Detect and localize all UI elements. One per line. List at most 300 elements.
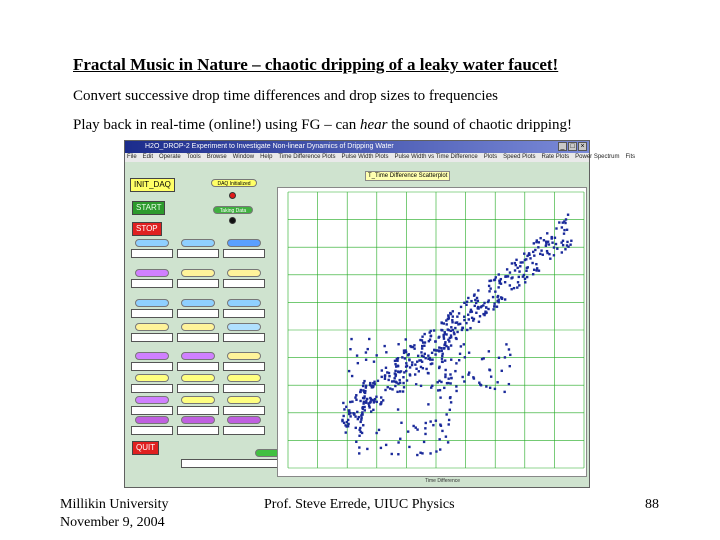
scatter-point [450, 401, 452, 403]
menu-item-2[interactable]: Operate [159, 154, 181, 160]
param-label-r1c2 [227, 269, 261, 277]
scatter-point [394, 370, 396, 372]
scatter-point [454, 327, 456, 329]
scatter-point [517, 281, 519, 283]
scatter-point [467, 297, 469, 299]
scatter-point [399, 438, 401, 440]
scatter-point [477, 300, 479, 302]
param-field-r7c0[interactable] [131, 426, 173, 435]
scatter-point [450, 377, 452, 379]
scatter-point [405, 370, 407, 372]
scatter-point [492, 296, 494, 298]
scatter-point [387, 386, 389, 388]
taking-data-led [229, 217, 236, 224]
scatter-point [349, 412, 351, 414]
scatter-point [366, 398, 368, 400]
scatter-point [361, 411, 363, 413]
scatter-point [469, 311, 471, 313]
scatter-point [393, 377, 395, 379]
scatter-point [458, 312, 460, 314]
scatter-point [444, 331, 446, 333]
scatter-point [558, 221, 560, 223]
scatter-point [420, 359, 422, 361]
scatter-point [511, 276, 513, 278]
scatter-point [428, 340, 430, 342]
scatter-point [538, 269, 540, 271]
scatter-point [429, 420, 431, 422]
scatter-point [424, 357, 426, 359]
scatter-point [415, 383, 417, 385]
scatter-point [443, 347, 445, 349]
scatter-point [349, 401, 351, 403]
scatter-point [549, 257, 551, 259]
scatter-point [459, 323, 461, 325]
menu-item-5[interactable]: Window [232, 154, 255, 160]
param-label-r6c1 [181, 396, 215, 404]
scatter-point [487, 308, 489, 310]
menu-item-13[interactable]: Power Spectrum [575, 154, 620, 160]
scatter-point [452, 315, 454, 317]
scatter-point [460, 306, 462, 308]
scatter-point [447, 339, 449, 341]
scatter-point [407, 430, 409, 432]
param-label-r3c2 [227, 323, 261, 331]
scatter-point [360, 417, 362, 419]
menu-item-3[interactable]: Tools [186, 154, 201, 160]
menu-item-0[interactable]: File [127, 154, 137, 160]
scatter-point [545, 245, 547, 247]
scatter-point [448, 423, 450, 425]
scatter-point [509, 271, 511, 273]
scatter-point [394, 385, 396, 387]
scatter-point [482, 357, 484, 359]
scatter-point [523, 274, 525, 276]
scatter-point [343, 408, 345, 410]
param-field-r5c1[interactable] [177, 384, 219, 393]
scatter-point [436, 349, 438, 351]
scatter-point [422, 341, 424, 343]
close-icon[interactable]: × [578, 142, 587, 151]
scatter-point [465, 304, 467, 306]
scatter-point [451, 321, 453, 323]
scatter-point [504, 281, 506, 283]
scatter-point [404, 357, 406, 359]
scatter-point [402, 382, 404, 384]
scatter-point [459, 353, 461, 355]
scatter-point [406, 379, 408, 381]
scatter-point [455, 385, 457, 387]
scatter-point [397, 343, 399, 345]
param-field-r6c0[interactable] [131, 406, 173, 415]
scatter-point [515, 259, 517, 261]
menu-item-7[interactable]: Time Difference Plots [278, 154, 336, 160]
scatter-point [555, 243, 557, 245]
scatter-point [361, 407, 363, 409]
scatter-point [441, 350, 443, 352]
menu-item-10[interactable]: Plots [483, 154, 498, 160]
param-field-r3c0[interactable] [131, 333, 173, 342]
scatter-point [478, 321, 480, 323]
scatter-point [496, 381, 498, 383]
scatter-point [455, 390, 457, 392]
scatter-point [449, 409, 451, 411]
scatter-point [504, 298, 506, 300]
scatter-point [394, 363, 396, 365]
scatter-point [494, 388, 496, 390]
param-label-r6c2 [227, 396, 261, 404]
scatter-point [355, 441, 357, 443]
param-label-r3c0 [135, 323, 169, 331]
scatter-point [423, 441, 425, 443]
scatter-point [534, 249, 536, 251]
scatter-point [362, 389, 364, 391]
scatter-point [488, 299, 490, 301]
scatter-point [397, 365, 399, 367]
scatter-point [526, 276, 528, 278]
scatter-point [444, 369, 446, 371]
scatter-point [567, 214, 569, 216]
scatter-point [476, 297, 478, 299]
param-label-r0c2 [227, 239, 261, 247]
scatter-point [480, 306, 482, 308]
param-field-r2c2[interactable] [223, 309, 265, 318]
scatter-point [412, 425, 414, 427]
scatter-point [566, 244, 568, 246]
scatter-point [451, 319, 453, 321]
param-field-r1c1[interactable] [177, 279, 219, 288]
scatter-point [533, 254, 535, 256]
scatter-point [363, 380, 365, 382]
scatter-point [421, 345, 423, 347]
scatter-point [438, 346, 440, 348]
param-field-r2c1[interactable] [177, 309, 219, 318]
scatter-point [442, 335, 444, 337]
graph-legend: T_Time Difference Scatterplot [365, 171, 450, 181]
scatter-point [355, 394, 357, 396]
scatter-point [455, 337, 457, 339]
scatter-point [434, 353, 436, 355]
scatter-point [427, 358, 429, 360]
scatter-point [455, 362, 457, 364]
init-daq-button[interactable]: INIT_DAQ [130, 178, 175, 192]
scatter-point [546, 232, 548, 234]
param-field-r5c2[interactable] [223, 384, 265, 393]
scatter-point [475, 312, 477, 314]
scatterplot-canvas [278, 188, 586, 476]
scatter-point [562, 221, 564, 223]
param-field-r5c0[interactable] [131, 384, 173, 393]
param-field-r2c0[interactable] [131, 309, 173, 318]
scatter-point [430, 363, 432, 365]
scatter-point [409, 373, 411, 375]
scatter-point [384, 375, 386, 377]
scatter-point [405, 338, 407, 340]
start-button[interactable]: START [132, 201, 165, 215]
quit-button[interactable]: QUIT [132, 441, 159, 455]
scatter-point [498, 273, 500, 275]
scatter-point [570, 240, 572, 242]
scatter-point [554, 237, 556, 239]
scatter-point [369, 401, 371, 403]
scatter-point [497, 286, 499, 288]
scatter-point [509, 284, 511, 286]
scatter-point [373, 381, 375, 383]
scatter-point [484, 310, 486, 312]
scatter-point [365, 351, 367, 353]
scatter-point [510, 288, 512, 290]
scatter-point [369, 384, 371, 386]
scatter-point [528, 254, 530, 256]
scatter-point [368, 406, 370, 408]
scatter-point [359, 400, 361, 402]
param-label-r7c2 [227, 416, 261, 424]
scatter-point [370, 410, 372, 412]
param-field-r7c2[interactable] [223, 426, 265, 435]
front-panel [125, 162, 589, 487]
scatter-point [396, 358, 398, 360]
scatter-point [408, 359, 410, 361]
scatter-point [485, 306, 487, 308]
scatter-point [482, 313, 484, 315]
scatter-point [397, 453, 399, 455]
param-label-r0c0 [135, 239, 169, 247]
scatter-point [482, 304, 484, 306]
scatter-point [391, 388, 393, 390]
scatter-point [545, 242, 547, 244]
footer-institution: Millikin University [60, 497, 169, 512]
scatter-point [490, 375, 492, 377]
scatter-point [452, 310, 454, 312]
scatter-point [563, 232, 565, 234]
scatter-point [468, 352, 470, 354]
param-label-r6c0 [135, 396, 169, 404]
scatter-point [526, 267, 528, 269]
scatter-point [438, 336, 440, 338]
scatter-point [546, 252, 548, 254]
scatter-point [532, 273, 534, 275]
scatter-point [429, 452, 431, 454]
scatter-point [556, 248, 558, 250]
scatter-point [359, 391, 361, 393]
menu-item-4[interactable]: Browse [206, 154, 227, 160]
scatter-point [498, 280, 500, 282]
scatter-point [360, 414, 362, 416]
scatter-point [414, 373, 416, 375]
menu-item-8[interactable]: Pulse Width Plots [341, 154, 389, 160]
menu-item-11[interactable]: Speed Plots [503, 154, 536, 160]
line2-emphasis: hear [360, 117, 388, 133]
scatter-point [431, 358, 433, 360]
stop-button[interactable]: STOP [132, 222, 162, 236]
scatter-point [560, 241, 562, 243]
scatter-point [342, 402, 344, 404]
scatter-point [529, 257, 531, 259]
scatter-point [511, 262, 513, 264]
scatter-point [518, 270, 520, 272]
scatter-point [535, 269, 537, 271]
scatter-point [427, 403, 429, 405]
scatter-point [538, 241, 540, 243]
scatter-point [464, 356, 466, 358]
param-field-r1c0[interactable] [131, 279, 173, 288]
scatter-point [441, 430, 443, 432]
scatter-point [444, 341, 446, 343]
scatter-point [380, 396, 382, 398]
param-field-r0c0[interactable] [131, 249, 173, 258]
scatter-point [555, 227, 557, 229]
scatter-point [383, 345, 385, 347]
maximize-icon[interactable]: □ [568, 142, 577, 151]
scatter-point [368, 338, 370, 340]
scatter-point [443, 337, 445, 339]
scatter-point [441, 360, 443, 362]
param-label-r5c2 [227, 374, 261, 382]
param-field-r4c2[interactable] [223, 362, 265, 371]
scatter-point [564, 222, 566, 224]
scatter-point [543, 239, 545, 241]
scatter-point [563, 229, 565, 231]
scatter-point [397, 370, 399, 372]
param-field-r4c0[interactable] [131, 362, 173, 371]
scatter-point [461, 329, 463, 331]
scatter-point [488, 285, 490, 287]
scatter-point [361, 432, 363, 434]
scatter-point [358, 446, 360, 448]
scatter-point [448, 419, 450, 421]
menu-item-14[interactable]: Fits [625, 154, 636, 160]
scatter-point [509, 354, 511, 356]
scatter-point [373, 400, 375, 402]
param-field-r3c2[interactable] [223, 333, 265, 342]
slide-subtitle-line-2 [73, 117, 572, 134]
menu-item-1[interactable]: Edit [142, 154, 154, 160]
scatter-point [445, 413, 447, 415]
scatter-point [498, 357, 500, 359]
scatter-point [456, 315, 458, 317]
scatter-point [447, 441, 449, 443]
scatter-point [357, 418, 359, 420]
scatter-point [440, 329, 442, 331]
scatter-point [500, 283, 502, 285]
scatter-point [441, 355, 443, 357]
scatter-point [440, 347, 442, 349]
scatter-point [447, 377, 449, 379]
scatter-point [399, 379, 401, 381]
scatter-point [354, 415, 356, 417]
menu-item-9[interactable]: Pulse Width vs Time Difference [394, 154, 478, 160]
scatter-point [445, 319, 447, 321]
scatter-point [525, 270, 527, 272]
param-field-r0c2[interactable] [223, 249, 265, 258]
app-window-title: H2O_DROP-2 Experiment to Investigate Non-linear Dynamics of Dripping Water [145, 143, 394, 150]
scatter-point [349, 415, 351, 417]
scatter-point [416, 361, 418, 363]
param-field-r6c1[interactable] [177, 406, 219, 415]
scatter-point [411, 361, 413, 363]
scatter-point [395, 381, 397, 383]
param-label-r1c1 [181, 269, 215, 277]
scatter-point [456, 321, 458, 323]
scatter-point [347, 419, 349, 421]
scatter-point [490, 279, 492, 281]
scatter-point [444, 373, 446, 375]
scatter-point [389, 387, 391, 389]
scatter-point [385, 351, 387, 353]
scatter-point [421, 339, 423, 341]
scatter-point [470, 309, 472, 311]
param-label-r5c0 [135, 374, 169, 382]
scatter-point [498, 299, 500, 301]
scatter-point [438, 438, 440, 440]
scatter-point [466, 329, 468, 331]
param-field-r6c2[interactable] [223, 406, 265, 415]
param-field-r0c1[interactable] [177, 249, 219, 258]
param-label-r4c1 [181, 352, 215, 360]
scatter-point [420, 385, 422, 387]
scatter-point [365, 385, 367, 387]
graph-x-axis-label: Time Difference [425, 478, 461, 484]
scatter-point [408, 446, 410, 448]
scatter-point [565, 218, 567, 220]
scatter-point [427, 355, 429, 357]
scatter-point [381, 369, 383, 371]
menu-item-6[interactable]: Help [260, 154, 273, 160]
scatter-point [445, 435, 447, 437]
scatter-point [355, 399, 357, 401]
daq-initialized-label: DAQ Initialized [211, 179, 257, 187]
scatter-point [447, 382, 449, 384]
scatter-point [460, 345, 462, 347]
param-field-r7c1[interactable] [177, 426, 219, 435]
scatter-point [474, 305, 476, 307]
scatter-point [362, 424, 364, 426]
scatter-point [403, 386, 405, 388]
minimize-icon[interactable]: _ [558, 142, 567, 151]
scatter-point [450, 330, 452, 332]
scatter-point [421, 347, 423, 349]
scatter-point [423, 345, 425, 347]
scatter-point [532, 251, 534, 253]
scatter-point [420, 351, 422, 353]
scatter-point [508, 383, 510, 385]
scatter-point [450, 313, 452, 315]
scatter-point [380, 447, 382, 449]
scatter-point [384, 389, 386, 391]
scatter-point [355, 427, 357, 429]
param-field-r3c1[interactable] [177, 333, 219, 342]
scatter-point [385, 367, 387, 369]
scatter-point [377, 380, 379, 382]
menu-item-12[interactable]: Rate Plots [541, 154, 570, 160]
scatter-point [536, 267, 538, 269]
param-field-r4c1[interactable] [177, 362, 219, 371]
scatter-point [479, 315, 481, 317]
scatter-point [443, 387, 445, 389]
scatter-point [435, 420, 437, 422]
scatter-point [433, 349, 435, 351]
scatter-point [399, 390, 401, 392]
scatter-point [564, 248, 566, 250]
scatter-point [345, 406, 347, 408]
scatter-point [388, 375, 390, 377]
scatter-point [515, 264, 517, 266]
scatter-point [418, 370, 420, 372]
param-field-r1c2[interactable] [223, 279, 265, 288]
scatter-point [553, 246, 555, 248]
scatter-point [488, 290, 490, 292]
scatter-point [397, 441, 399, 443]
scatter-point [437, 389, 439, 391]
